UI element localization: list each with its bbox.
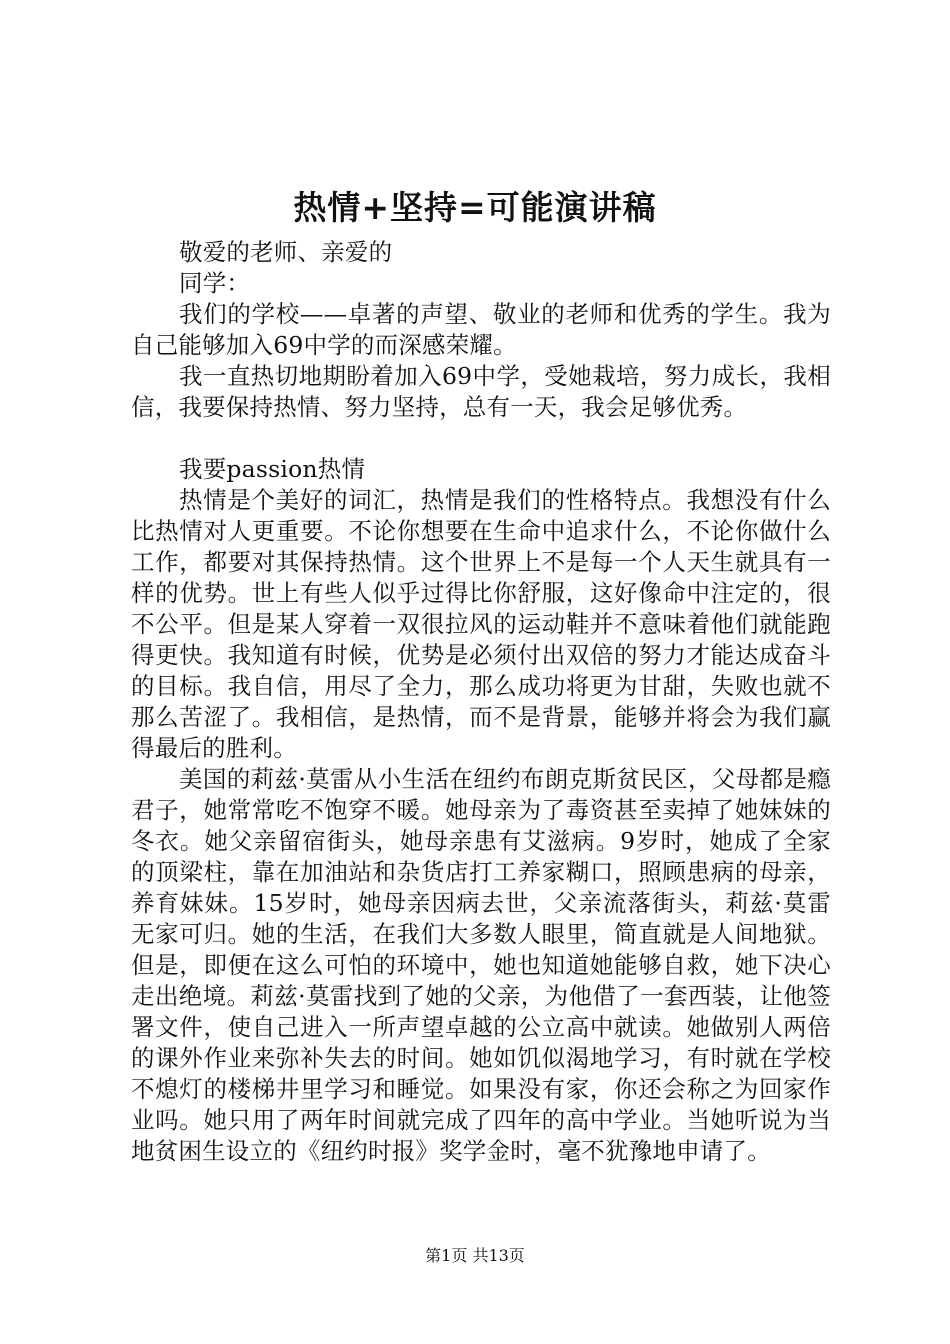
section-heading-passion: 我要passion热情	[179, 455, 366, 483]
passion-paragraph: 热情是个美好的词汇，热情是我们的性格特点。我想没有什么比热情对人更重要。不论你想要在生命中追求什么，不论你做什么工作，都要对其保持热情。这个世界上不是每一个人天生就具有一样的优势。世上有些人似乎过得比你舒服，这好像命中注定的，很不公平。但是某人穿着一双很拉风的运动鞋并不意味着他们就能跑得更快。我知道有时候，优势是必须付出双倍的努力才能达成奋斗的目标。我自信，用尽了全力，那么成功将更为甘甜，失败也就不那么苦涩了。我相信，是热情，而不是背景，能够并将会为我们赢得最后的胜利。	[131, 486, 831, 762]
story-paragraph: 美国的莉兹·莫雷从小生活在纽约布朗克斯贫民区，父母都是瘾君子，她常常吃不饱穿不暖。她母亲为了毒资甚至卖掉了她妹妹的冬衣。她父亲留宿街头，她母亲患有艾滋病。9岁时，她成了全家的顶梁柱，靠在加油站和杂货店打工养家糊口，照顾患病的母亲，养育妹妹。15岁时，她母亲因病去世，父亲流落街头，莉兹·莫雷无家可归。她的生活，在我们大多数人眼里，简直就是人间地狱。但是，即便在这么可怕的环境中，她也知道她能够自救，她下决心走出绝境。莉兹·莫雷找到了她的父亲，为他借了一套西装，让他签署文件，使自己进入一所声望卓越的公立高中就读。她做别人两倍的课外作业来弥补失去的时间。她如饥似渴地学习，有时就在学校不熄灯的楼梯井里学习和睡觉。如果没有家，你还会称之为回家作业吗。她只用了两年时间就完成了四年的高中学业。当她听说为当地贫困生设立的《纽约时报》奖学金时，毫不犹豫地申请了。	[131, 765, 831, 1165]
salutation-line-2: 同学：	[179, 269, 251, 297]
aspiration-paragraph: 我一直热切地期盼着加入69中学，受她栽培，努力成长，我相信，我要保持热情、努力坚持，总有一天，我会足够优秀。	[131, 362, 831, 421]
document-title: 热情+坚持=可能演讲稿	[293, 188, 657, 227]
document-body	[131, 237, 831, 1167]
salutation-line-1: 敬爱的老师、亲爱的	[179, 238, 393, 266]
intro-paragraph: 我们的学校——卓著的声望、敬业的老师和优秀的学生。我为自己能够加入69中学的而深感荣耀。	[131, 300, 831, 359]
page-number-footer: 第1页 共13页	[425, 1246, 525, 1265]
